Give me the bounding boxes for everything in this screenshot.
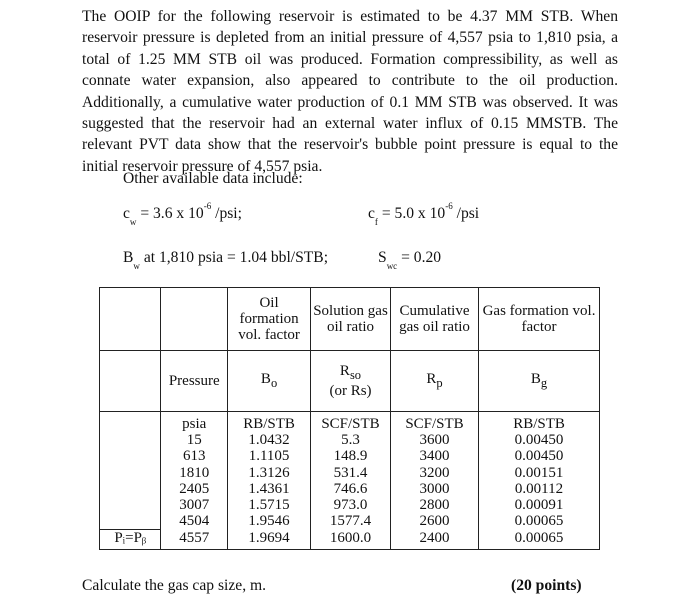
cw-value: = 3.6 x 10 xyxy=(136,205,204,222)
table-row xyxy=(100,465,600,481)
table-row xyxy=(100,448,600,464)
table-header-row-2 xyxy=(100,351,600,412)
unit-cell: RB/STB xyxy=(479,412,600,433)
bg-subscript: g xyxy=(540,376,548,390)
table-cell: 0.00091 xyxy=(479,497,600,513)
rp-subscript: p xyxy=(436,376,443,390)
table-cell: 148.9 xyxy=(311,448,391,464)
table-cell: 1.0432 xyxy=(228,432,311,448)
table-cell: 1.1105 xyxy=(228,448,311,464)
points-label: (20 points) xyxy=(511,577,582,594)
table-cell: 1.4361 xyxy=(228,481,311,497)
bo-symbol: B xyxy=(260,371,271,387)
unit-cell: SCF/STB xyxy=(311,412,391,433)
cw-exponent: -6 xyxy=(203,201,212,211)
table-cell: 0.00065 xyxy=(479,513,600,530)
table-cell: 5.3 xyxy=(311,432,391,448)
header-rp xyxy=(390,351,478,412)
table-cell: 2405 xyxy=(161,481,228,497)
table-cell: 3000 xyxy=(390,481,478,497)
bo-subscript: o xyxy=(270,376,278,390)
table-cell: 1.3126 xyxy=(228,465,311,481)
table-cell: 1.9546 xyxy=(228,513,311,530)
rso-subscript: so xyxy=(349,368,362,382)
table-units-row xyxy=(100,412,600,433)
header-bg xyxy=(479,351,600,412)
swc-given xyxy=(378,249,442,271)
rso-symbol: R xyxy=(339,363,350,379)
table-cell: 0.00112 xyxy=(479,481,600,497)
cw-symbol: c xyxy=(123,205,130,222)
bubble-point-label: Pᵢ=Pᵦ xyxy=(100,530,161,549)
bw-symbol: B xyxy=(123,249,134,266)
header-bo xyxy=(228,351,311,412)
swc-symbol: S xyxy=(378,249,387,266)
table-cell: 4504 xyxy=(161,513,228,530)
cf-symbol: c xyxy=(368,205,375,222)
table-row xyxy=(100,432,600,448)
cw-given xyxy=(123,201,242,227)
cf-given xyxy=(368,201,480,227)
cf-exponent: -6 xyxy=(445,201,453,211)
table-row xyxy=(100,481,600,497)
cw-subscript: w xyxy=(129,217,137,227)
table-cell: 973.0 xyxy=(311,497,391,513)
table-cell: 3200 xyxy=(390,465,478,481)
unit-cell: SCF/STB xyxy=(390,412,478,433)
table-cell: 2400 xyxy=(390,530,478,549)
table-cell: 1810 xyxy=(161,465,228,481)
rso-alt: (or Rs) xyxy=(329,383,372,399)
rp-symbol: R xyxy=(426,371,437,387)
table-cell: 4557 xyxy=(161,530,228,549)
bw-value: at 1,810 psia = 1.04 bbl/STB; xyxy=(143,249,329,266)
cw-unit: /psi; xyxy=(215,205,242,222)
swc-value: = 0.20 xyxy=(401,249,442,266)
pvt-data-table xyxy=(99,287,600,550)
table-cell: 0.00450 xyxy=(479,432,600,448)
table-cell: 3400 xyxy=(390,448,478,464)
table-cell: 0.00151 xyxy=(479,465,600,481)
bw-subscript: w xyxy=(133,261,140,271)
table-cell: 0.00065 xyxy=(479,530,600,549)
table-cell: 2600 xyxy=(390,513,478,530)
table-cell: 1.5715 xyxy=(228,497,311,513)
header-oil-fvf: Oil formation vol. factor xyxy=(228,288,311,351)
cf-value: = 5.0 x 10 xyxy=(381,205,446,222)
table-cell: 531.4 xyxy=(311,465,391,481)
table-row xyxy=(100,497,600,513)
header-pressure: Pressure xyxy=(161,351,228,412)
table-cell: 15 xyxy=(161,432,228,448)
table-row xyxy=(100,513,600,530)
problem-statement: The OOIP for the following reservoir is estimated to be 4.37 MM STB. When reservoir pressure is depleted from an initial pressure of 4,557 psia to 1,810 psia, a total of 1.25 MM STB oil was produced. Formation compressibility, as well as connate water expansion, also appeared to contribute to the oil production. Additionally, a cumulative water production of 0.1 MM STB was observed. It was suggested that the reservoir had an external water influx of 0.15 MMSTB. The relevant PVT data show that the reservoir's bubble point pressure is equal to the initial reservoir pressure of 4,557 psia. xyxy=(82,8,618,175)
table-cell: 1.9694 xyxy=(228,530,311,549)
cf-subscript: f xyxy=(374,217,378,227)
table-cell: 3007 xyxy=(161,497,228,513)
bg-symbol: B xyxy=(530,371,541,387)
header-cumulative-gor: Cumulative gas oil ratio xyxy=(390,288,478,351)
header-solution-gor: Solution gas oil ratio xyxy=(311,288,391,351)
swc-subscript: wc xyxy=(386,261,398,271)
other-data-label: Other available data include: xyxy=(123,170,303,187)
table-cell: 2800 xyxy=(390,497,478,513)
table-cell: 1600.0 xyxy=(311,530,391,549)
table-cell: 1577.4 xyxy=(311,513,391,530)
unit-cell: psia xyxy=(161,412,228,433)
table-row-bubble-point xyxy=(100,530,600,549)
table-cell: 746.6 xyxy=(311,481,391,497)
table-cell: 613 xyxy=(161,448,228,464)
table-header-row-1 xyxy=(100,288,600,351)
table-cell: 3600 xyxy=(390,432,478,448)
header-rso xyxy=(311,351,391,412)
unit-cell: RB/STB xyxy=(228,412,311,433)
cf-unit: /psi xyxy=(456,205,480,222)
header-gas-fvf: Gas formation vol. factor xyxy=(479,288,600,351)
question-text: Calculate the gas cap size, m. xyxy=(82,577,267,594)
bw-given xyxy=(123,249,329,271)
table-cell: 0.00450 xyxy=(479,448,600,464)
